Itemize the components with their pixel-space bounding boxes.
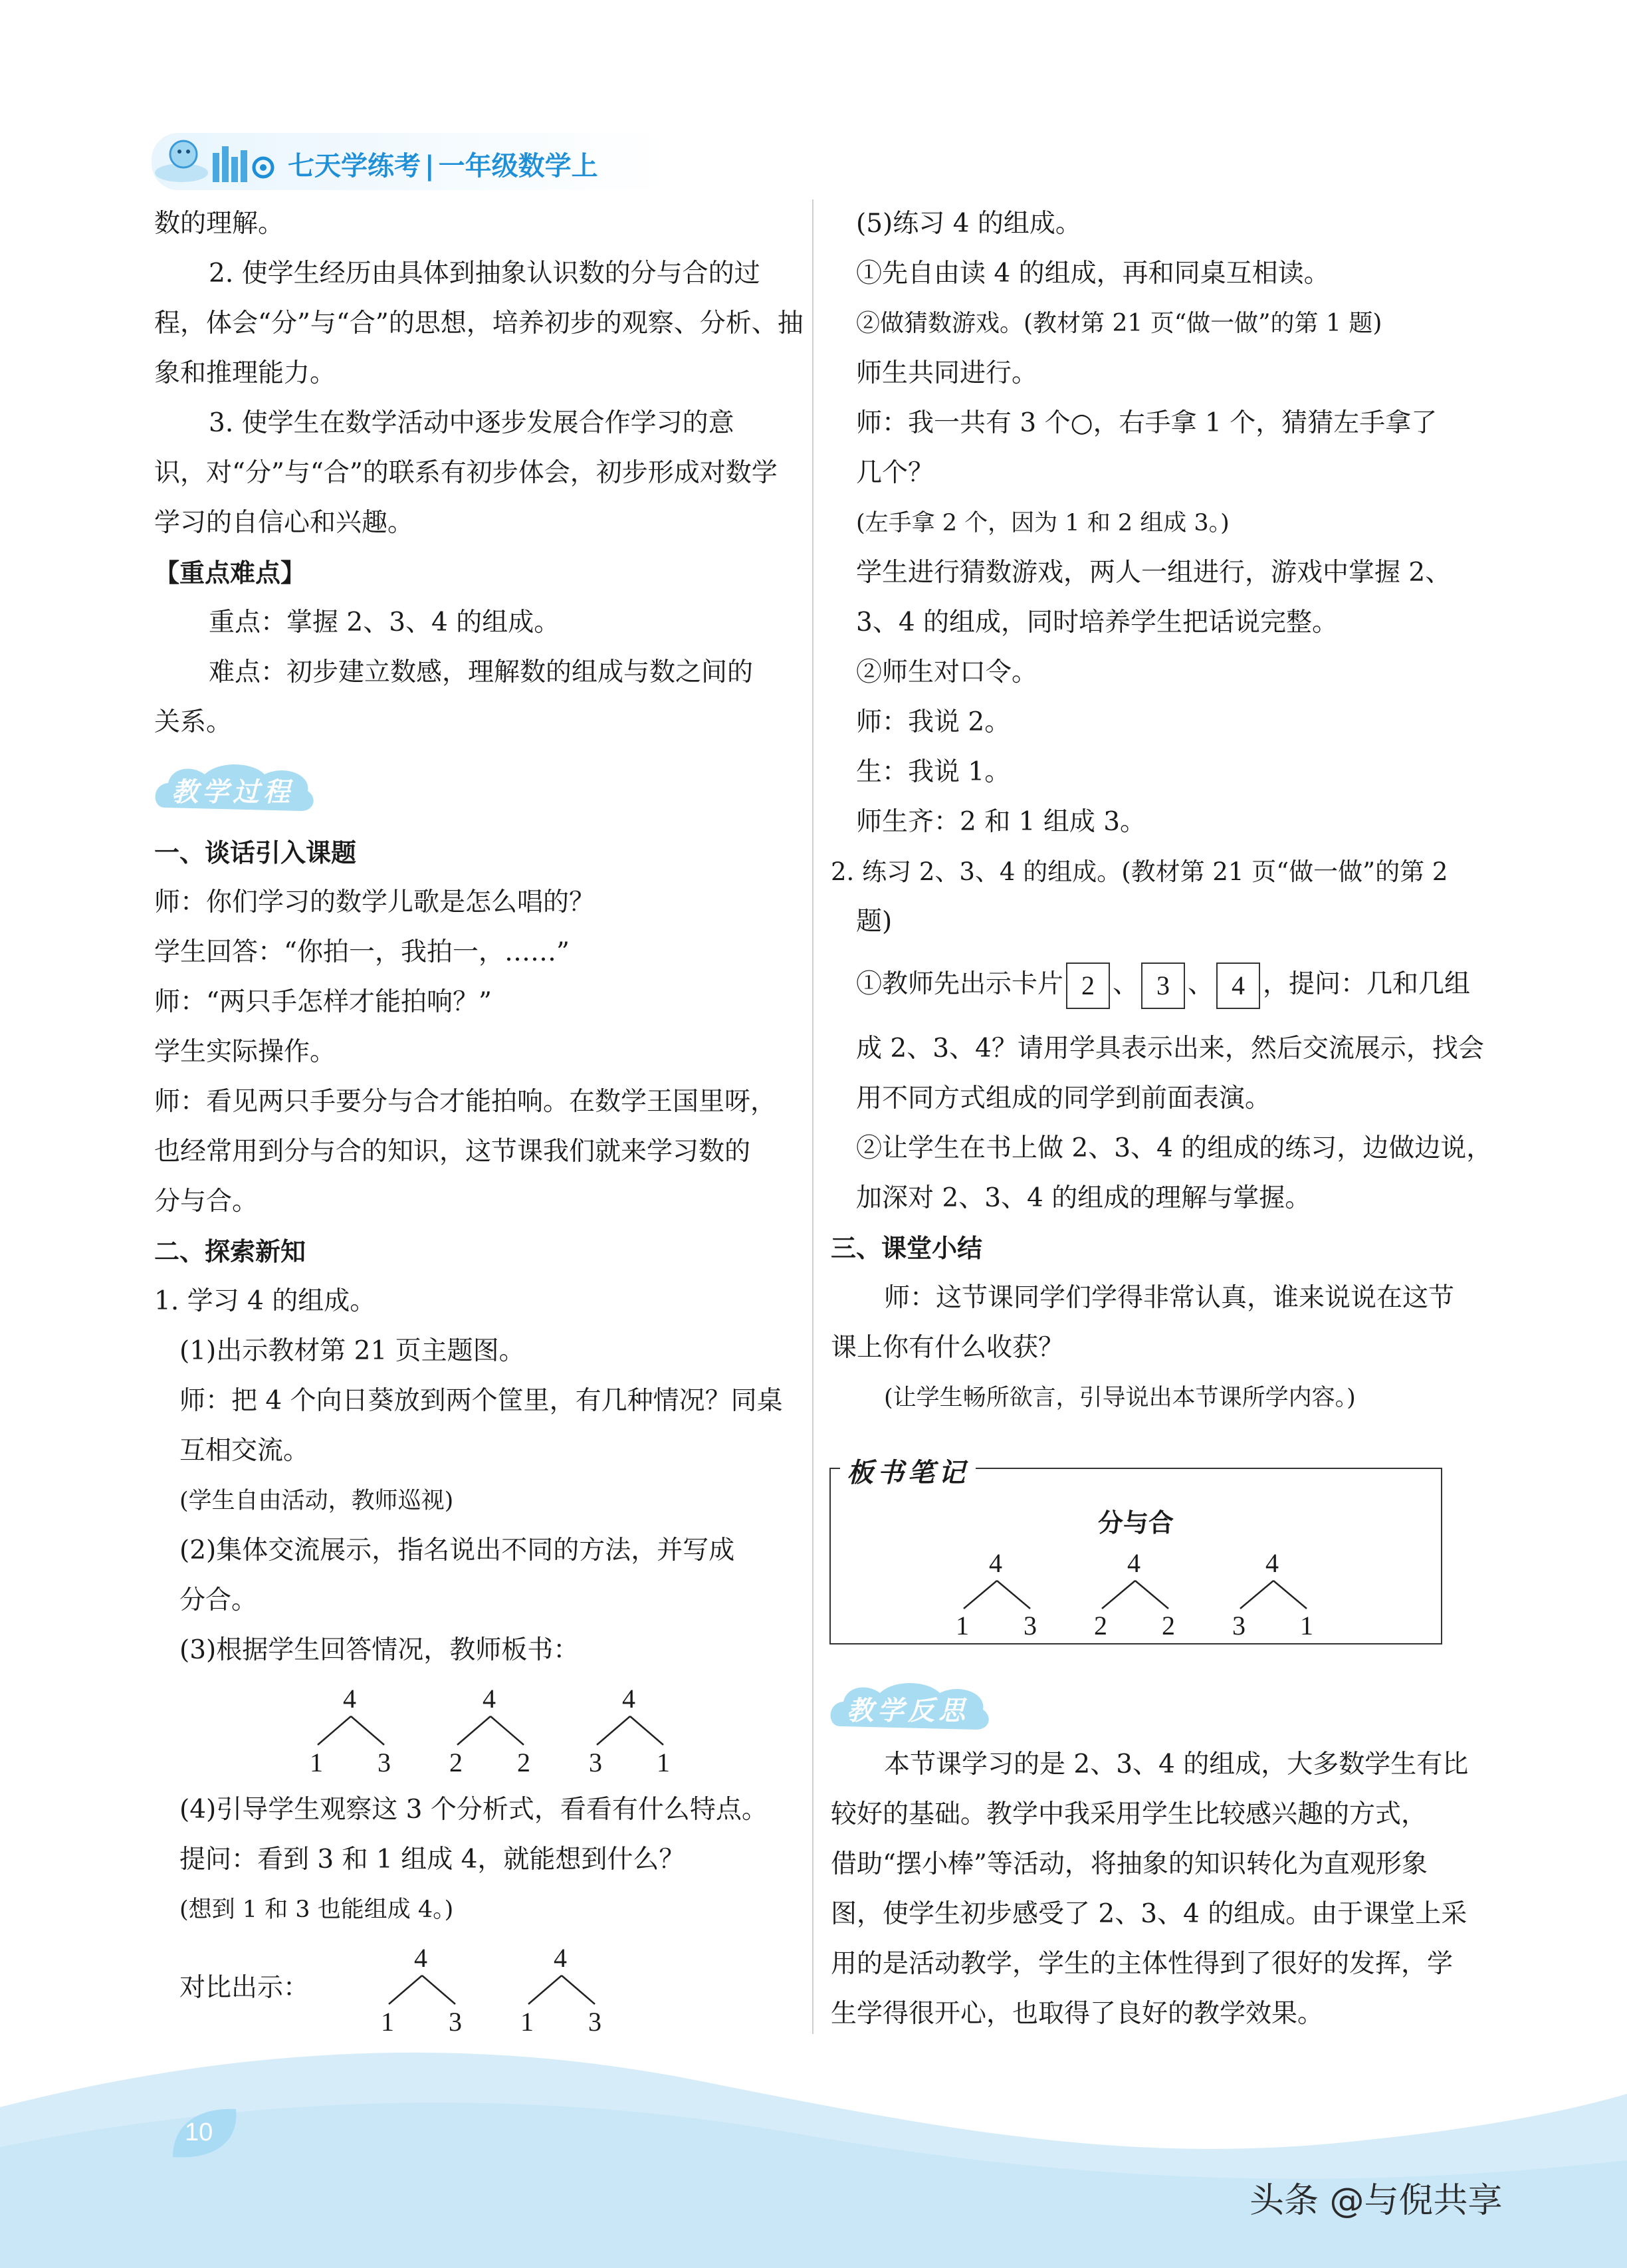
practice-line: 师：我一共有 3 个○，右手拿 1 个，猜猜左手拿了 xyxy=(856,408,1438,438)
paragraph: 数的理解。 xyxy=(154,209,284,239)
practice-line: ②师生对口令。 xyxy=(856,657,1038,687)
goal-3-line3: 学习的自信心和兴趣。 xyxy=(154,508,414,538)
section-badge-reflection xyxy=(827,1676,993,1736)
bond-left: 3 xyxy=(589,1748,602,1777)
section-heading-3: 三、课堂小结 xyxy=(831,1234,983,1263)
dialogue-line: 学生实际操作。 xyxy=(154,1037,336,1067)
number-bond-group-left xyxy=(292,1682,691,1781)
column-divider xyxy=(812,199,814,2034)
bond-top: 4 xyxy=(414,1943,427,1973)
bond-right: 1 xyxy=(657,1748,670,1777)
number-bond-group-compare xyxy=(359,1941,625,2041)
series-name: 七天学练考 xyxy=(288,151,421,181)
summary-note: (让学生畅所欲言，引导说出本节课所学内容。) xyxy=(884,1385,1356,1411)
practice-note: (左手拿 2 个，因为 1 和 2 组成 3。) xyxy=(856,510,1230,536)
dialogue-line: 师：你们学习的数学儿歌是怎么唱的？ xyxy=(154,887,596,917)
card-separator: 、 xyxy=(1113,969,1139,999)
key-point-2-cont: 关系。 xyxy=(154,707,233,737)
practice-line: 几个？ xyxy=(856,458,934,488)
card-line xyxy=(856,961,1470,1009)
bond-right: 3 xyxy=(449,2007,462,2037)
bond-right: 1 xyxy=(1300,1611,1313,1641)
step-line: (3)根据学生回答情况，教师板书： xyxy=(179,1635,580,1665)
number-card-4: 4 xyxy=(1216,963,1260,1009)
step-note: (学生自由活动，教师巡视) xyxy=(179,1488,454,1514)
practice-line: 学生进行猜数游戏，两人一组进行，游戏中掌握 2、 xyxy=(856,558,1452,588)
practice-line: (5)练习 4 的组成。 xyxy=(856,209,1081,239)
dialogue-line: 分与合。 xyxy=(154,1187,259,1216)
page-number-badge xyxy=(166,2104,246,2164)
bond-left: 2 xyxy=(1094,1611,1107,1641)
key-point-1: 重点：掌握 2、3、4 的组成。 xyxy=(209,608,560,637)
reflection-line: 用的是活动教学，学生的主体性得到了很好的发挥，学 xyxy=(831,1949,1454,1979)
number-card-2: 2 xyxy=(1066,963,1110,1009)
card-separator: 、 xyxy=(1188,969,1214,999)
number-card-3: 3 xyxy=(1141,963,1185,1009)
practice-line: ②让学生在书上做 2、3、4 的组成的练习，边做边说， xyxy=(856,1133,1493,1163)
practice-line: 师：我说 2。 xyxy=(856,707,1011,737)
dialogue-line: 师：“两只手怎样才能拍响？” xyxy=(154,987,492,1017)
summary-line: 师：这节课同学们学得非常认真，谁来说说在这节 xyxy=(884,1283,1455,1313)
bond-left: 1 xyxy=(310,1748,323,1777)
dialogue-line: 学生回答：“你拍一，我拍一，……” xyxy=(154,937,570,967)
badge-label: 教学过程 xyxy=(171,777,294,808)
section-heading-2: 二、探索新知 xyxy=(154,1237,306,1266)
bond-top: 4 xyxy=(483,1684,496,1714)
card-line-post: ，提问：几和几组 xyxy=(1263,969,1471,999)
page-number: 10 xyxy=(185,2118,213,2146)
bond-right: 2 xyxy=(517,1748,530,1777)
header-banner: 七天学练考 | 一年级数学上 xyxy=(152,133,670,190)
board-notes-box xyxy=(829,1457,1442,1644)
step-line: 提问：看到 3 和 1 组成 4，就能想到什么？ xyxy=(179,1845,685,1874)
bond-left: 1 xyxy=(381,2007,394,2037)
step-line: 师：把 4 个向日葵放到两个筐里，有几种情况？同桌 xyxy=(179,1386,783,1416)
bond-left: 2 xyxy=(449,1748,463,1777)
reflection-line: 借助“摆小棒”等活动，将抽象的知识转化为直观形象 xyxy=(831,1849,1428,1879)
reflection-line: 较好的基础。教学中我采用学生比较感兴趣的方式， xyxy=(831,1799,1428,1829)
goal-3-line2: 识，对“分”与“合”的联系有初步体会，初步形成对数学 xyxy=(154,458,778,488)
mascot-icon xyxy=(152,133,284,190)
practice-line: 3、4 的组成，同时培养学生把话说完整。 xyxy=(856,608,1339,637)
book-title: 一年级数学上 xyxy=(438,151,598,181)
bond-top: 4 xyxy=(1127,1548,1140,1578)
bond-right: 3 xyxy=(588,2007,601,2037)
bond-top: 4 xyxy=(622,1684,635,1714)
practice-line: ①先自由读 4 的组成，再和同桌互相读。 xyxy=(856,259,1330,288)
step-note: (想到 1 和 3 也能组成 4。) xyxy=(179,1896,454,1923)
step-line: (1)出示教材第 21 页主题图。 xyxy=(179,1336,525,1366)
dialogue-line: 师：看见两只手要分与合才能拍响。在数学王国里呀， xyxy=(154,1087,777,1117)
goal-3-line1: 3. 使学生在数学活动中逐步发展合作学习的意 xyxy=(209,408,734,438)
section-badge-process xyxy=(152,758,318,818)
bond-top: 4 xyxy=(1265,1548,1279,1578)
dialogue-line: 也经常用到分与合的知识，这节课我们就来学习数的 xyxy=(154,1137,751,1167)
bond-right: 3 xyxy=(1024,1611,1037,1641)
goal-2-line2: 程，体会“分”与“合”的思想，培养初步的观察、分析、抽 xyxy=(154,308,804,338)
reflection-line: 生学得很开心，也取得了良好的教学效果。 xyxy=(831,1999,1324,2029)
card-line-pre: ①教师先出示卡片 xyxy=(856,969,1064,999)
reflection-line: 本节课学习的是 2、3、4 的组成，大多数学生有比 xyxy=(884,1750,1469,1779)
practice-line: ②做猜数游戏。(教材第 21 页“做一做”的第 1 题) xyxy=(856,310,1382,337)
bond-left: 1 xyxy=(956,1611,969,1641)
number-bond-lines xyxy=(359,1941,625,2041)
step-line: (4)引导学生观察这 3 个分析式，看看有什么特点。 xyxy=(179,1795,768,1825)
practice-line: 题) xyxy=(856,907,893,937)
bond-top: 4 xyxy=(554,1943,567,1973)
practice-line: 2. 练习 2、3、4 的组成。(教材第 21 页“做一做”的第 2 xyxy=(831,857,1448,886)
compare-label: 对比出示： xyxy=(179,1973,310,2003)
badge-label: 教学反思 xyxy=(847,1696,969,1726)
goal-2-line3: 象和推理能力。 xyxy=(154,358,336,388)
practice-line: 师生齐：2 和 1 组成 3。 xyxy=(856,807,1146,837)
bond-right: 2 xyxy=(1162,1611,1175,1641)
reflection-line: 图，使学生初步感受了 2、3、4 的组成。由于课堂上采 xyxy=(831,1899,1467,1929)
practice-line: 师生共同进行。 xyxy=(856,358,1038,388)
summary-line: 课上你有什么收获？ xyxy=(831,1333,1065,1363)
practice-line: 成 2、3、4？请用学具表示出来，然后交流展示，找会 xyxy=(856,1034,1484,1064)
bond-top: 4 xyxy=(989,1548,1002,1578)
board-title: 分与合 xyxy=(1097,1508,1174,1537)
key-point-2: 难点：初步建立数感，理解数的组成与数之间的 xyxy=(209,657,754,687)
board-notes-label: 板书笔记 xyxy=(840,1452,976,1490)
practice-line: 用不同方式组成的同学到前面表演。 xyxy=(856,1083,1271,1113)
key-points-heading: 【重点难点】 xyxy=(154,558,306,588)
practice-line: 生：我说 1。 xyxy=(856,757,1011,787)
goal-2-line1: 2. 使学生经历由具体到抽象认识数的分与合的过 xyxy=(209,259,760,288)
step-line: 分合。 xyxy=(179,1585,258,1615)
step-line: 互相交流。 xyxy=(179,1436,310,1466)
bond-right: 3 xyxy=(378,1748,391,1777)
section-heading-1: 一、谈话引入课题 xyxy=(154,838,357,867)
bond-left: 3 xyxy=(1232,1611,1246,1641)
practice-line: 加深对 2、3、4 的组成的理解与掌握。 xyxy=(856,1183,1311,1213)
bond-left: 1 xyxy=(520,2007,534,2037)
step-line: (2)集体交流展示，指名说出不同的方法，并写成 xyxy=(179,1535,735,1565)
watermark: 头条 @与倪共享 xyxy=(1249,2181,1503,2221)
step-line: 1. 学习 4 的组成。 xyxy=(154,1286,376,1316)
bond-top: 4 xyxy=(343,1684,356,1714)
